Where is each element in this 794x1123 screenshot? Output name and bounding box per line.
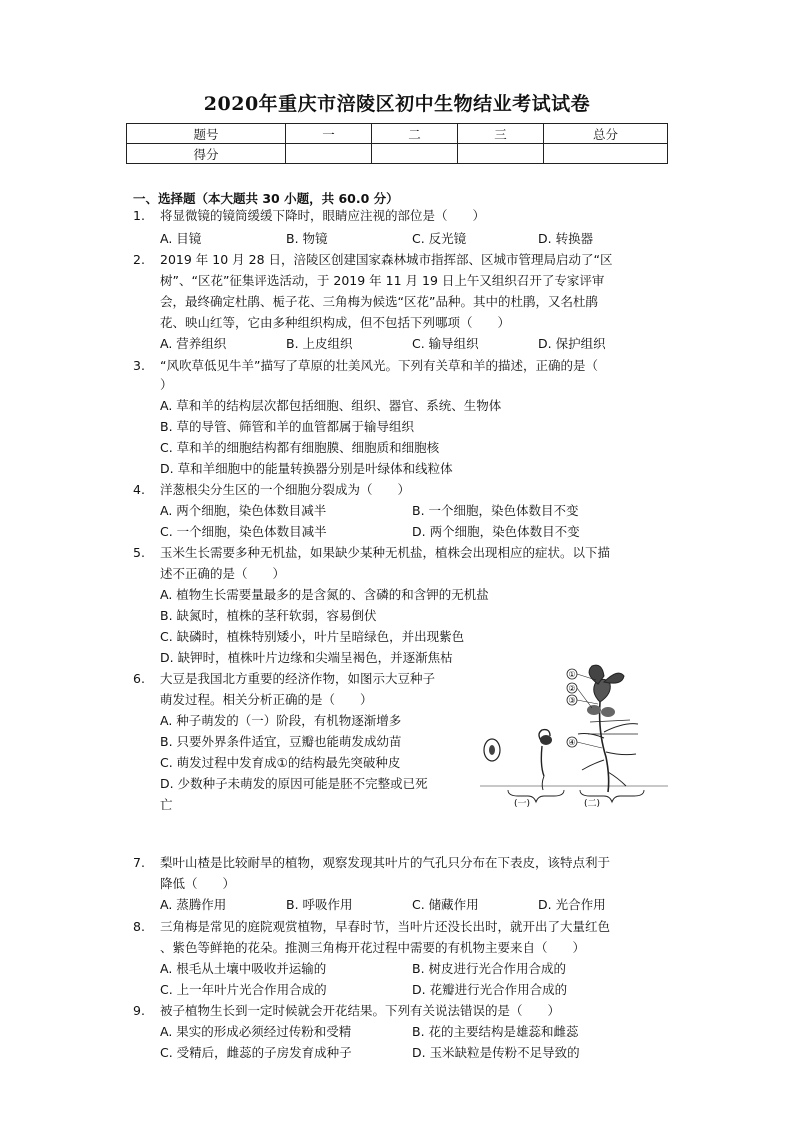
question-text-line: 三角梅是常见的庭院观赏植物，早春时节，当叶片还没长出时，就开出了大量红色 xyxy=(160,919,611,934)
question-number: 1. xyxy=(133,208,145,223)
question-text-line: 花、映山红等，它由多种组织构成，但不包括下列哪项（ ） xyxy=(160,315,511,330)
question-text: 洋葱根尖分生区的一个细胞分裂成为（ ） xyxy=(160,482,411,497)
option-a: A. 两个细胞，染色体数目减半 xyxy=(160,503,327,518)
question-text: 将显微镜的镜筒缓缓下降时，眼睛应注视的部位是（ ） xyxy=(160,208,486,223)
score-table xyxy=(126,123,668,164)
question-text: 被子植物生长到一定时候就会开花结果。下列有关说法错误的是（ ） xyxy=(160,1003,561,1018)
question-text-line: 2019 年 10 月 28 日，涪陵区创建国家森林城市指挥部、区城市管理局启动了“区 xyxy=(160,252,613,267)
option-b: B. 上皮组织 xyxy=(286,336,353,351)
score-row-label: 得分 xyxy=(127,144,286,164)
option-d: D. 保护组织 xyxy=(538,336,606,351)
score-cell-header: 三 xyxy=(458,124,544,144)
option-c: C. 反光镜 xyxy=(412,231,467,246)
option-b: B. 只要外界条件适宜，豆瓣也能萌发成幼苗 xyxy=(160,734,402,749)
option-a: A. 蒸腾作用 xyxy=(160,897,227,912)
question-text-line: 萌发过程。相关分析正确的是（ ） xyxy=(160,692,373,707)
question-number: 5. xyxy=(133,545,145,560)
score-cell-header: 二 xyxy=(372,124,458,144)
option-b: B. 一个细胞，染色体数目不变 xyxy=(412,503,579,518)
score-table-score-row xyxy=(127,144,668,164)
page-title: 2020年重庆市涪陵区初中生物结业考试试卷 xyxy=(203,93,591,115)
question-number: 7. xyxy=(133,855,145,870)
question-text-line: 梨叶山楂是比较耐旱的植物，观察发现其叶片的气孔只分布在下表皮，该特点利于 xyxy=(160,855,611,870)
question-text-line: 玉米生长需要多种无机盐，如果缺少某种无机盐，植株会出现相应的症状。以下描 xyxy=(160,545,611,560)
question-number: 2. xyxy=(133,252,145,267)
question-number: 4. xyxy=(133,482,145,497)
option-b: B. 缺氮时，植株的茎秆软弱，容易倒伏 xyxy=(160,608,377,623)
score-cell-header: 总分 xyxy=(544,124,668,144)
option-c: C. 萌发过程中发育成①的结构最先突破种皮 xyxy=(160,755,401,770)
section-heading: 一、选择题（本大题共 30 小题，共 60.0 分） xyxy=(133,191,399,206)
option-c: C. 受精后，雌蕊的子房发育成种子 xyxy=(160,1045,352,1060)
question-text-line: 、紫色等鲜艳的花朵。推测三角梅开花过程中需要的有机物主要来自（ ） xyxy=(160,940,586,955)
option-d: D. 两个细胞，染色体数目不变 xyxy=(412,524,580,539)
figure-label-3: ③ xyxy=(568,696,576,705)
option-d-continued: 亡 xyxy=(160,797,173,812)
option-b: B. 树皮进行光合作用合成的 xyxy=(412,961,567,976)
option-c: C. 缺磷时，植株特别矮小，叶片呈暗绿色，并出现紫色 xyxy=(160,629,465,644)
figure-label-1: ① xyxy=(568,670,576,679)
option-b: B. 花的主要结构是雄蕊和雌蕊 xyxy=(412,1024,579,1039)
option-c: C. 草和羊的细胞结构都有细胞膜、细胞质和细胞核 xyxy=(160,440,440,455)
score-table-header-row xyxy=(127,124,668,144)
option-b: B. 草的导管、筛管和羊的血管都属于输导组织 xyxy=(160,419,415,434)
question-text-line: 述不正确的是（ ） xyxy=(160,566,286,581)
score-cell-header: 一 xyxy=(286,124,372,144)
option-d: D. 缺钾时，植株叶片边缘和尖端呈褐色，并逐渐焦枯 xyxy=(160,650,453,665)
figure-label-2: ② xyxy=(568,684,576,693)
question-number: 6. xyxy=(133,671,145,686)
question-text-line: 树”、“区花”征集评选活动，于 2019 年 11 月 19 日上午又组织召开了专家评审 xyxy=(160,273,605,288)
question-number: 3. xyxy=(133,358,145,373)
question-text-line: “风吹草低见牛羊”描写了草原的壮美风光。下列有关草和羊的描述，正确的是（ xyxy=(160,358,598,373)
option-d: D. 草和羊细胞中的能量转换器分别是叶绿体和线粒体 xyxy=(160,461,453,476)
question-text-line: 降低（ ） xyxy=(160,876,236,891)
score-cell-empty xyxy=(544,144,668,164)
option-d: D. 光合作用 xyxy=(538,897,606,912)
figure-label-4: ④ xyxy=(568,738,576,747)
score-cell-header: 题号 xyxy=(127,124,286,144)
option-b: B. 物镜 xyxy=(286,231,328,246)
option-a: A. 根毛从土壤中吸收并运输的 xyxy=(160,961,327,976)
option-d: D. 少数种子未萌发的原因可能是胚不完整或已死 xyxy=(160,776,428,791)
question-text-line: 大豆是我国北方重要的经济作物，如图示大豆种子 xyxy=(160,671,436,686)
option-b: B. 呼吸作用 xyxy=(286,897,353,912)
option-c: C. 输导组织 xyxy=(412,336,479,351)
option-a: A. 营养组织 xyxy=(160,336,227,351)
score-cell-empty xyxy=(286,144,372,164)
option-a: A. 种子萌发的（一）阶段，有机物逐渐增多 xyxy=(160,713,402,728)
option-a: A. 目镜 xyxy=(160,231,202,246)
option-c: C. 上一年叶片光合作用合成的 xyxy=(160,982,327,997)
score-cell-empty xyxy=(372,144,458,164)
option-a: A. 植物生长需要量最多的是含氮的、含磷的和含钾的无机盐 xyxy=(160,587,489,602)
option-c: C. 储藏作用 xyxy=(412,897,479,912)
soybean-germination-figure xyxy=(480,662,670,808)
question-text-line: 会，最终确定杜鹃、栀子花、三角梅为候选“区花”品种。其中的杜鹃，又名杜鹃 xyxy=(160,294,598,309)
option-a: A. 果实的形成必须经过传粉和受精 xyxy=(160,1024,352,1039)
question-text-line: ） xyxy=(160,377,173,392)
figure-label-stage-2: (二) xyxy=(583,799,601,808)
option-a: A. 草和羊的结构层次都包括细胞、组织、器官、系统、生物体 xyxy=(160,398,502,413)
option-c: C. 一个细胞，染色体数目减半 xyxy=(160,524,327,539)
option-d: D. 玉米缺粒是传粉不足导致的 xyxy=(412,1045,580,1060)
figure-label-stage-1: (一) xyxy=(513,799,531,808)
option-d: D. 转换器 xyxy=(538,231,594,246)
question-number: 9. xyxy=(133,1003,145,1018)
option-d: D. 花瓣进行光合作用合成的 xyxy=(412,982,568,997)
score-cell-empty xyxy=(458,144,544,164)
question-number: 8. xyxy=(133,919,145,934)
